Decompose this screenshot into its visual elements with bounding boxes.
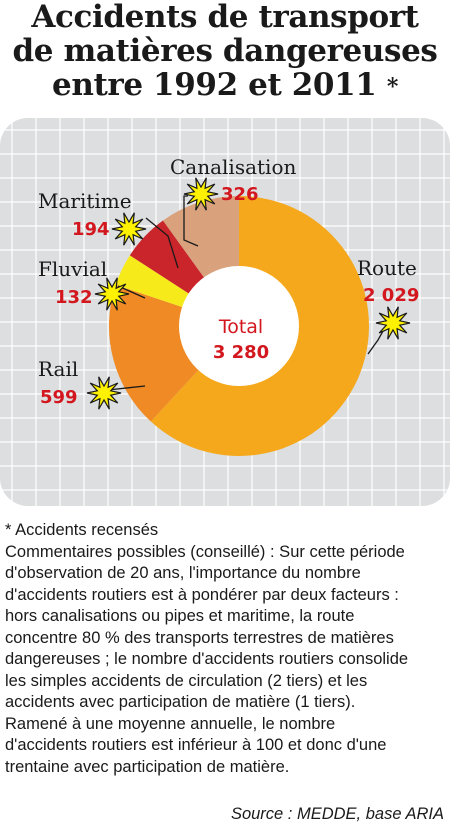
notes-block bbox=[5, 520, 449, 778]
title-line-3 bbox=[0, 68, 450, 102]
donut-chart bbox=[0, 118, 450, 506]
label-route: Route bbox=[357, 256, 417, 280]
label-rail: Rail bbox=[38, 357, 79, 381]
comment-line-5: concentre 80 % des transports terrestres de matières bbox=[5, 628, 394, 647]
label-fluvial: Fluvial bbox=[38, 257, 108, 281]
comment-line-10: d'accidents routiers est inférieur à 100 et donc d'une bbox=[5, 736, 387, 754]
title-line-1: Accidents de transport bbox=[31, 0, 419, 35]
comment-line-3: d'accidents routiers est à pondérer par deux facteurs : bbox=[5, 585, 399, 604]
center-total-label: Total bbox=[218, 316, 264, 338]
footnote: * Accidents recensés bbox=[5, 521, 159, 539]
value-maritime: 194 bbox=[72, 219, 110, 240]
comment-line-2: d'observation de 20 ans, l'importance du nombre bbox=[5, 564, 361, 582]
value-route: 2 029 bbox=[363, 285, 420, 306]
comment-line-9: Ramené à une moyenne annuelle, le nombre bbox=[5, 714, 336, 733]
title-asterisk: * bbox=[386, 74, 398, 100]
comment-line-6: dangereuses ; le nombre d'accidents routiers consolide bbox=[5, 650, 409, 668]
chart-title bbox=[0, 0, 450, 102]
title-line-2: de matières dangereuses bbox=[12, 33, 438, 69]
center-total-value: 3 280 bbox=[212, 342, 270, 363]
value-rail: 599 bbox=[40, 387, 78, 408]
comment-line-4: hors canalisations ou pipes et maritime, la route bbox=[5, 607, 355, 625]
comment-line-7: les simples accidents de circulation (2 tiers) et les bbox=[5, 671, 368, 690]
label-canalisation: Canalisation bbox=[170, 155, 297, 179]
value-canalisation: 326 bbox=[221, 184, 259, 205]
comment-line-11: trentaine avec participation de matière. bbox=[5, 757, 290, 776]
label-maritime: Maritime bbox=[38, 189, 132, 213]
comment-line-1: Commentaires possibles (conseillé) : Sur cette période bbox=[5, 542, 405, 561]
title-line-3-text: entre 1992 et 2011 bbox=[52, 67, 377, 103]
value-fluvial: 132 bbox=[55, 287, 93, 308]
chart-panel bbox=[0, 118, 450, 506]
comment-line-8: accidents avec participation de matière (1 tiers). bbox=[5, 693, 356, 711]
source-credit: Source : MEDDE, base ARIA bbox=[230, 805, 444, 823]
